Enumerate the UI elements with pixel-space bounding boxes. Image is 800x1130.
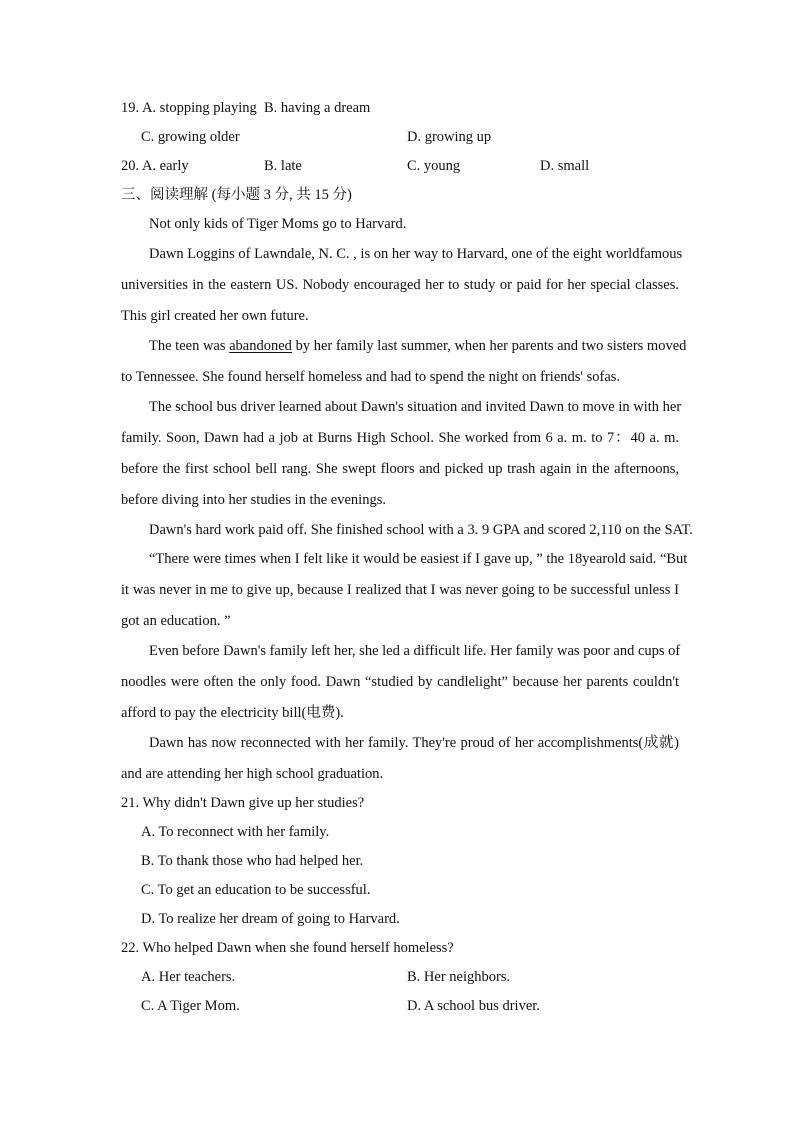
q19-option-a: A. stopping playing — [141, 100, 257, 116]
q22-option-d: D. A school bus driver. — [407, 998, 540, 1014]
q21-option-b: B. To thank those who had helped her. — [141, 853, 364, 869]
section-heading: 三、阅读理解 (每小题 3 分, 共 15 分) — [121, 187, 352, 203]
q21-option-a: A. To reconnect with her family. — [141, 824, 330, 840]
paragraph-4: Dawn's hard work paid off. She finished school with a 3. 9 GPA and scored 2,110 on the SAT. — [149, 522, 693, 538]
paragraph-1-line-3: This girl created her own future. — [121, 308, 309, 324]
q20-line1 — [121, 157, 189, 175]
paragraph-5-line-2: it was never in me to give up, because I realized that I was never going to be successful unless I — [121, 582, 679, 598]
q21-option-c: C. To get an education to be successful. — [141, 882, 371, 898]
paragraph-5-line-3: got an education. ” — [121, 613, 231, 629]
q21-option-d: D. To realize her dream of going to Harvard. — [141, 911, 400, 927]
p2-text-after: by her family last summer, when her parents and two sisters moved — [291, 338, 687, 354]
underlined-word-abandoned: abandoned — [229, 338, 292, 354]
q22-option-b: B. Her neighbors. — [407, 969, 511, 985]
paragraph-6-line-3: afford to pay the electricity bill(电费). — [121, 705, 344, 721]
paragraph-6-line-2: noodles were often the only food. Dawn “studied by candlelight” because her parents couldn't — [121, 674, 679, 690]
paragraph-6-line-1: Even before Dawn's family left her, she led a difficult life. Her family was poor and cups of — [149, 643, 681, 659]
paragraph-7-line-2: and are attending her high school graduation. — [121, 766, 384, 782]
q19-line1 — [121, 99, 257, 117]
p2-text-before: The teen was — [149, 338, 230, 354]
q20-option-b: B. late — [264, 158, 302, 174]
q22-question: 22. Who helped Dawn when she found herself homeless? — [121, 940, 454, 956]
paragraph-1-line-2: universities in the eastern US. Nobody encouraged her to study or paid for her special classes. — [121, 277, 679, 293]
q20-option-c: C. young — [407, 158, 461, 174]
paragraph-7-line-1: Dawn has now reconnected with her family. They're proud of her accomplishments(成就) — [149, 735, 679, 751]
q21-question: 21. Why didn't Dawn give up her studies? — [121, 795, 365, 811]
paragraph-3-line-4: before diving into her studies in the evenings. — [121, 492, 386, 508]
q19-option-c: C. growing older — [141, 129, 240, 145]
q20-number: 20. — [121, 158, 140, 174]
q19-option-b: B. having a dream — [264, 100, 371, 116]
paragraph-3-line-1: The school bus driver learned about Dawn's situation and invited Dawn to move in with her — [149, 399, 682, 415]
q19-number: 19. — [121, 100, 140, 116]
passage-title: Not only kids of Tiger Moms go to Harvard. — [149, 216, 407, 232]
q20-option-a: A. early — [141, 158, 189, 174]
q22-option-c: C. A Tiger Mom. — [141, 998, 240, 1014]
q20-option-d: D. small — [540, 158, 590, 174]
paragraph-5-line-1: “There were times when I felt like it would be easiest if I gave up, ” the 18yearold said. “But — [149, 551, 688, 567]
paragraph-3-line-2: family. Soon, Dawn had a job at Burns High School. She worked from 6 a. m. to 7：40 a. m. — [121, 430, 679, 446]
paragraph-1-line-1: Dawn Loggins of Lawndale, N. C. , is on her way to Harvard, one of the eight worldfamous — [149, 246, 683, 262]
q19-option-d: D. growing up — [407, 129, 492, 145]
q22-option-a: A. Her teachers. — [141, 969, 236, 985]
paragraph-2-line-1 — [149, 337, 687, 355]
paragraph-2-line-2: to Tennessee. She found herself homeless and had to spend the night on friends' sofas. — [121, 369, 621, 385]
paragraph-3-line-3: before the first school bell rang. She swept floors and picked up trash again in the afternoons, — [121, 461, 679, 477]
